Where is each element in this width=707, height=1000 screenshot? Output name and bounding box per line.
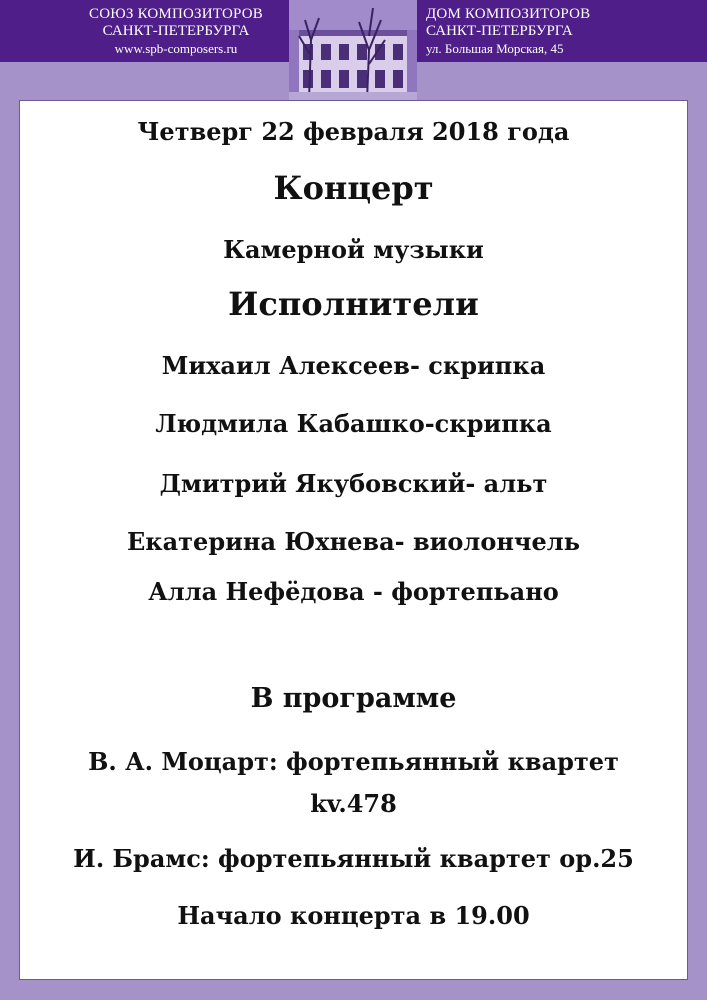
building-illustration: [289, 0, 417, 100]
performer-item: Михаил Алексеев- скрипка: [161, 351, 546, 380]
concert-title: Концерт: [273, 169, 434, 207]
concert-subtitle: Камерной музыки: [223, 235, 484, 264]
union-city: САНКТ-ПЕТЕРБУРГА: [102, 23, 250, 39]
performer-item: Дмитрий Якубовский- альт: [159, 469, 548, 498]
performer-item: Екатерина Юхнева- виолончель: [127, 527, 580, 556]
house-name: ДОМ КОМПОЗИТОРОВ: [426, 6, 591, 22]
performer-item: Алла Нефёдова - фортепьано: [148, 577, 559, 606]
building-photo: [289, 0, 417, 100]
house-city: САНКТ-ПЕТЕРБУРГА: [426, 23, 573, 39]
concert-start-time: Начало концерта в 19.00: [177, 901, 530, 930]
concert-announcement-panel: [19, 100, 688, 980]
union-website-link[interactable]: www.spb-composers.ru: [114, 41, 238, 56]
union-of-composers-block: [74, 6, 278, 57]
concert-date: Четверг 22 февраля 2018 года: [137, 117, 570, 146]
performer-item: Людмила Кабашко-скрипка: [155, 409, 552, 438]
program-item-mozart: В. А. Моцарт: фортепьянный квартет: [88, 747, 619, 776]
union-name: СОЮЗ КОМПОЗИТОРОВ: [89, 6, 263, 22]
house-of-composers-block: [426, 6, 626, 57]
performers-heading: Исполнители: [228, 285, 479, 323]
program-item-mozart-catalog: kv.478: [310, 789, 397, 818]
program-item-brahms: И. Брамс: фортепьянный квартет op.25: [73, 844, 634, 873]
program-heading: В программе: [250, 683, 457, 714]
house-address: ул. Большая Морская, 45: [426, 41, 564, 56]
